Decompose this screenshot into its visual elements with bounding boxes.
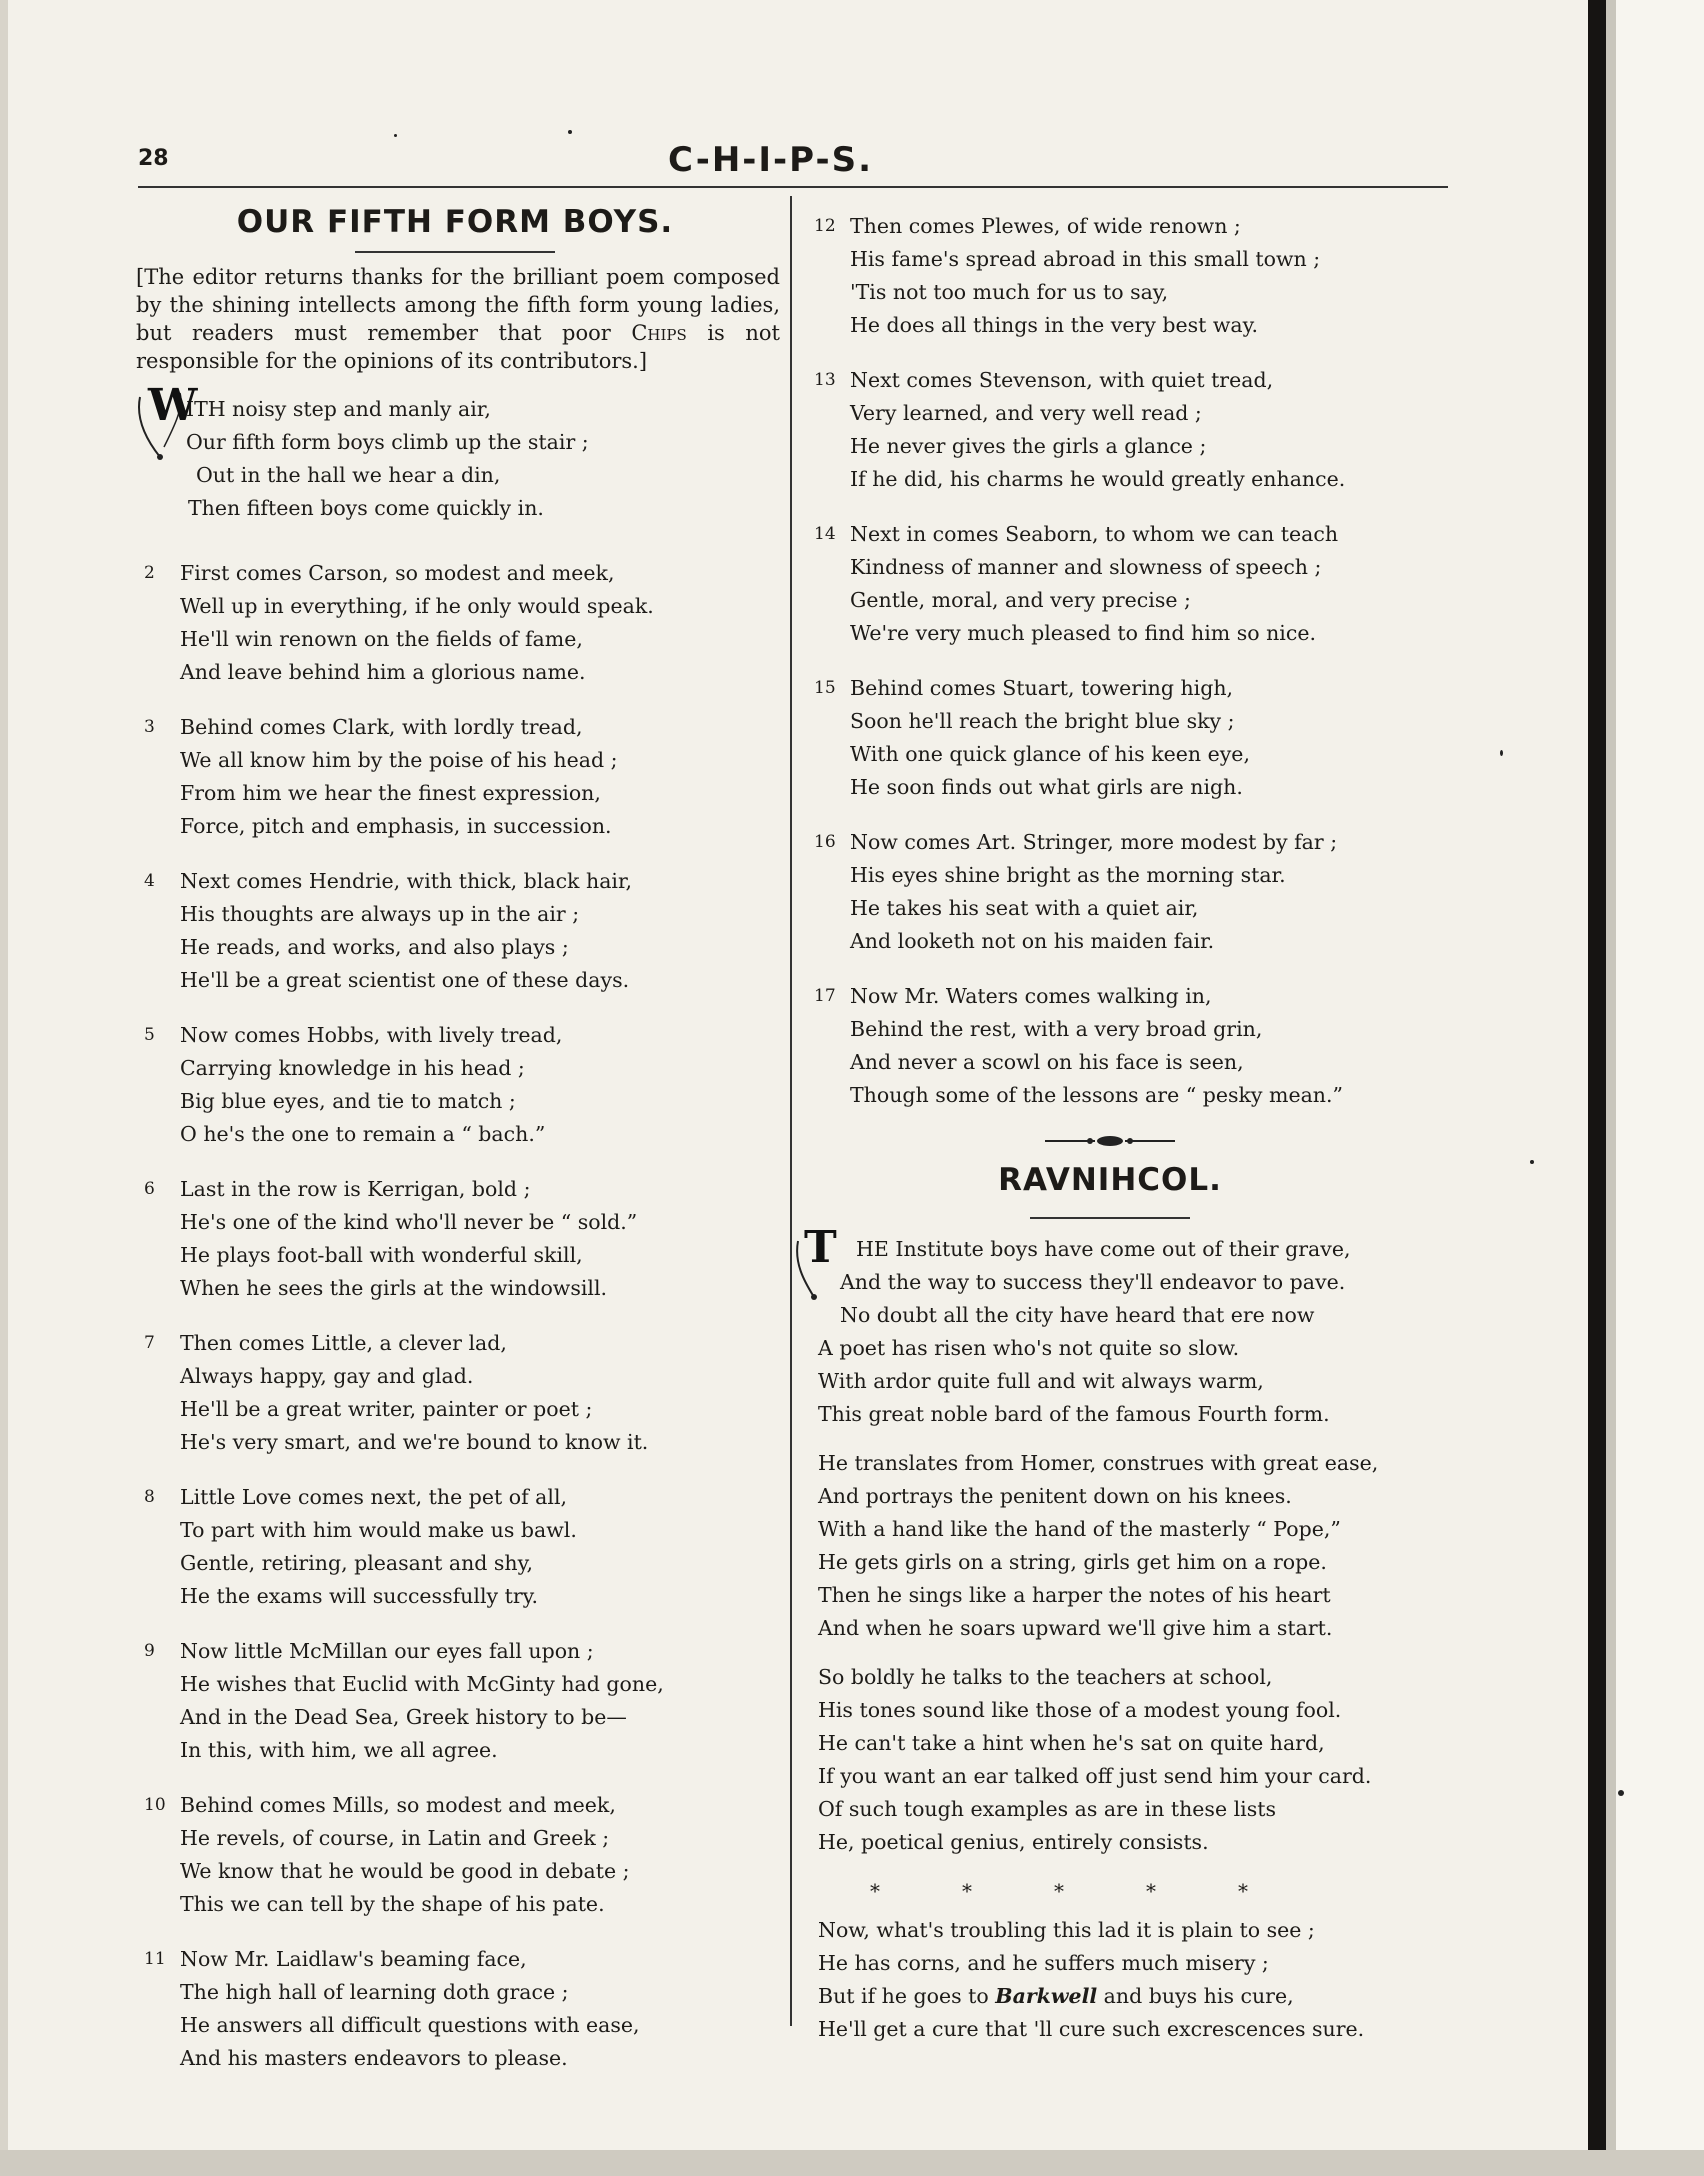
poem-line: He gets girls on a string, girls get him on a rope.: [818, 1550, 1327, 1574]
poem-line: Behind the rest, with a very broad grin,: [850, 1017, 1263, 1041]
poem-line: With a hand like the hand of the masterly “ Pope,”: [818, 1517, 1341, 1541]
poem2-title-rule: [1030, 1217, 1190, 1219]
stanza-number: 11: [144, 1949, 166, 1969]
poem-line: His fame's spread abroad in this small town ;: [850, 247, 1321, 271]
line-text: and buys his cure,: [1097, 1984, 1294, 2008]
dropcap-letter: W: [148, 380, 198, 431]
dropcap-letter: T: [804, 1222, 837, 1273]
poem-line: He never gives the girls a glance ;: [850, 434, 1207, 458]
poem-line: If he did, his charms he would greatly enhance.: [850, 467, 1346, 491]
intro-chips: Chips: [631, 321, 687, 345]
poem-line: And when he soars upward we'll give him a start.: [818, 1616, 1333, 1640]
ink-speck: [1500, 750, 1503, 756]
poem-line: To part with him would make us bawl.: [180, 1518, 577, 1542]
poem-line: He has corns, and he suffers much misery ;: [818, 1951, 1269, 1975]
poem-line: And the way to success they'll endeavor to pave.: [840, 1270, 1346, 1294]
poem-line: With ardor quite full and wit always warm,: [818, 1369, 1264, 1393]
poem-line: Carrying knowledge in his head ;: [180, 1056, 525, 1080]
ink-speck: [394, 134, 397, 137]
poem-line: He the exams will successfully try.: [180, 1584, 539, 1608]
poem-line: Then fifteen boys come quickly in.: [188, 496, 544, 520]
poem-line: HE Institute boys have come out of their grave,: [856, 1237, 1351, 1261]
stanza-4: [130, 865, 780, 997]
poem1-title-rule: [355, 251, 555, 253]
stanza-6: [130, 1173, 780, 1305]
poem-line: And looketh not on his maiden fair.: [850, 929, 1215, 953]
poem1-title: OUR FIFTH FORM BOYS.: [236, 204, 674, 240]
poem-line: Gentle, moral, and very precise ;: [850, 588, 1191, 612]
stanza-number: 2: [144, 563, 155, 583]
poem-line: O he's the one to remain a “ bach.”: [180, 1122, 546, 1146]
poem-line: Well up in everything, if he only would speak.: [180, 594, 654, 618]
page-bottom-edge: [0, 2150, 1704, 2176]
stanza-11: [130, 1943, 780, 2075]
poem-line: A poet has risen who's not quite so slow.: [818, 1336, 1240, 1360]
poem-line: Now comes Hobbs, with lively tread,: [180, 1023, 563, 1047]
poem2-paragraph-3: [800, 1661, 1420, 1859]
poem-line: And never a scowl on his face is seen,: [850, 1050, 1244, 1074]
poem-line: Of such tough examples as are in these lists: [818, 1797, 1276, 1821]
stanza-number: 3: [144, 717, 155, 737]
asterisk: *: [1054, 1879, 1064, 1903]
page-binding-edge: [1588, 0, 1606, 2176]
poem-line: 'Tis not too much for us to say,: [850, 280, 1169, 304]
poem-line: He revels, of course, in Latin and Greek ;: [180, 1826, 610, 1850]
asterisk-separator: [800, 1875, 1420, 1908]
poem-line: He's one of the kind who'll never be “ sold.”: [180, 1210, 638, 1234]
poem-line: Now, what's troubling this lad it is plain to see ;: [818, 1918, 1315, 1942]
right-column: [800, 200, 1420, 2062]
poem-line: He soon finds out what girls are nigh.: [850, 775, 1243, 799]
poem-line: Next comes Stevenson, with quiet tread,: [850, 368, 1274, 392]
poem2-paragraph-1: [800, 1222, 1420, 1431]
running-title: C-H-I-P-S.: [668, 140, 874, 180]
poem-line: With one quick glance of his keen eye,: [850, 742, 1250, 766]
header-rule: [138, 186, 1448, 188]
poem-line: The high hall of learning doth grace ;: [180, 1980, 569, 2004]
page-left-edge: [0, 0, 8, 2176]
stanza-7: [130, 1327, 780, 1459]
poem-line: And his masters endeavors to please.: [180, 2046, 568, 2070]
poem-line: We're very much pleased to find him so nice.: [850, 621, 1316, 645]
poem-line: Behind comes Mills, so modest and meek,: [180, 1793, 616, 1817]
poem-line: Then comes Plewes, of wide renown ;: [850, 214, 1241, 238]
poem-line: Force, pitch and emphasis, in succession.: [180, 814, 612, 838]
ink-speck: [1530, 1160, 1534, 1164]
poem-line: Behind comes Stuart, towering high,: [850, 676, 1234, 700]
poem-line: He answers all difficult questions with ease,: [180, 2013, 640, 2037]
ink-speck: [1618, 1790, 1624, 1796]
poem-line: He's very smart, and we're bound to know it.: [180, 1430, 649, 1454]
stanza-number: 4: [144, 871, 155, 891]
left-column: [130, 200, 780, 2097]
poem-line: His thoughts are always up in the air ;: [180, 902, 580, 926]
poem-line: He can't take a hint when he's sat on quite hard,: [818, 1731, 1325, 1755]
poem-line: Then he sings like a harper the notes of his heart: [818, 1583, 1331, 1607]
stanza-13: [800, 364, 1420, 496]
poem-line: ITH noisy step and manly air,: [186, 397, 491, 421]
poem-line: His tones sound like those of a modest young fool.: [818, 1698, 1342, 1722]
poem-line: When he sees the girls at the windowsill.: [180, 1276, 608, 1300]
column-divider: [790, 196, 792, 2026]
poem-line: Big blue eyes, and tie to match ;: [180, 1089, 516, 1113]
poem-line: Next in comes Seaborn, to whom we can teach: [850, 522, 1339, 546]
poem-line: So boldly he talks to the teachers at school,: [818, 1665, 1273, 1689]
poem-line: Last in the row is Kerrigan, bold ;: [180, 1177, 531, 1201]
poem-line: He'll win renown on the fields of fame,: [180, 627, 583, 651]
stanza-2: [130, 557, 780, 689]
stanza-15: [800, 672, 1420, 804]
poem-line: First comes Carson, so modest and meek,: [180, 561, 615, 585]
poem-line: Kindness of manner and slowness of speech ;: [850, 555, 1322, 579]
poem-line: From him we hear the finest expression,: [180, 781, 601, 805]
poem-line: Little Love comes next, the pet of all,: [180, 1485, 568, 1509]
poem-line: Gentle, retiring, pleasant and shy,: [180, 1551, 534, 1575]
poem2-final-stanza: [800, 1914, 1420, 2046]
poem-line: We all know him by the poise of his head ;: [180, 748, 618, 772]
page-binding-shadow: [1606, 0, 1616, 2176]
stanza-10: [130, 1789, 780, 1921]
stanza-number: 10: [144, 1795, 166, 1815]
poem-line: And leave behind him a glorious name.: [180, 660, 586, 684]
page-margin-right: [1616, 0, 1704, 2176]
intro-text-start: [The editor returns thanks for the brilliant poem composed by the shining intellects among the fifth form young ladies, but readers must remember that poor: [136, 265, 780, 345]
stanza-number: 17: [814, 986, 836, 1006]
poem-line: No doubt all the city have heard that ere now: [840, 1303, 1315, 1327]
poem-line: Now Mr. Waters comes walking in,: [850, 984, 1212, 1008]
stanza-number: 13: [814, 370, 836, 390]
poem-line: Very learned, and very well read ;: [850, 401, 1202, 425]
poem-line: Now comes Art. Stringer, more modest by far ;: [850, 830, 1338, 854]
poem-line: He plays foot-ball with wonderful skill,: [180, 1243, 583, 1267]
stanza-17: [800, 980, 1420, 1112]
stanza-9: [130, 1635, 780, 1767]
poem2-paragraph-2: [800, 1447, 1420, 1645]
stanza-14: [800, 518, 1420, 650]
poem-line: He reads, and works, and also plays ;: [180, 935, 569, 959]
stanza-5: [130, 1019, 780, 1151]
stanza-3: [130, 711, 780, 843]
poem-line: We know that he would be good in debate ;: [180, 1859, 630, 1883]
barkwell-name: Barkwell: [995, 1984, 1098, 2008]
poem-line: Our fifth form boys climb up the stair ;: [186, 430, 589, 454]
poem-line: Though some of the lessons are “ pesky mean.”: [850, 1083, 1344, 1107]
poem-line: Always happy, gay and glad.: [180, 1364, 474, 1388]
poem2-title: RAVNIHCOL.: [998, 1162, 1222, 1198]
dropcap-ornament: [790, 1222, 842, 1303]
poem-line: He does all things in the very best way.: [850, 313, 1259, 337]
poem1-editor-note: [136, 263, 780, 375]
poem-line: Out in the hall we hear a din,: [196, 463, 501, 487]
poem-line: In this, with him, we all agree.: [180, 1738, 498, 1762]
poem-line: This great noble bard of the famous Fourth form.: [818, 1402, 1330, 1426]
stanza-number: 5: [144, 1025, 155, 1045]
stanza-number: 12: [814, 216, 836, 236]
asterisk: *: [962, 1879, 972, 1903]
stanza-number: 14: [814, 524, 836, 544]
stanza-16: [800, 826, 1420, 958]
intro-text-end: is not responsible for the opinions of its contributors.]: [136, 321, 780, 373]
poem-line: Soon he'll reach the bright blue sky ;: [850, 709, 1235, 733]
poem-line: He wishes that Euclid with McGinty had gone,: [180, 1672, 664, 1696]
poem-line: And portrays the penitent down on his knees.: [818, 1484, 1292, 1508]
stanza-number: 6: [144, 1179, 155, 1199]
asterisk: *: [870, 1879, 880, 1903]
poem-line: His eyes shine bright as the morning star.: [850, 863, 1286, 887]
poem-line: Now Mr. Laidlaw's beaming face,: [180, 1947, 527, 1971]
section-divider-ornament: [1045, 1134, 1175, 1148]
poem-line: And in the Dead Sea, Greek history to be—: [180, 1705, 627, 1729]
page-header: [138, 140, 1448, 180]
stanza-number: 7: [144, 1333, 155, 1353]
poem-line: Then comes Little, a clever lad,: [180, 1331, 507, 1355]
stanza-number: 8: [144, 1487, 155, 1507]
poem-line: [818, 1980, 1420, 2013]
stanza-12: [800, 210, 1420, 342]
poem-line: If you want an ear talked off just send him your card.: [818, 1764, 1372, 1788]
ink-speck: [568, 130, 572, 134]
poem-line: Next comes Hendrie, with thick, black hair,: [180, 869, 633, 893]
poem-line: Now little McMillan our eyes fall upon ;: [180, 1639, 594, 1663]
poem-line: This we can tell by the shape of his pate.: [180, 1892, 605, 1916]
line-text: But if he goes to: [818, 1984, 996, 2008]
poem-line: Behind comes Clark, with lordly tread,: [180, 715, 583, 739]
page-number: 28: [138, 146, 169, 171]
stanza-1: [130, 380, 780, 525]
stanza-number: 16: [814, 832, 836, 852]
dropcap-ornament: [134, 380, 198, 461]
stanza-number: 9: [144, 1641, 155, 1661]
poem-line: He, poetical genius, entirely consists.: [818, 1830, 1209, 1854]
poem-line: He takes his seat with a quiet air,: [850, 896, 1199, 920]
stanza-number: 15: [814, 678, 836, 698]
poem-line: He'll get a cure that 'll cure such excrescences sure.: [818, 2017, 1365, 2041]
stanza-8: [130, 1481, 780, 1613]
asterisk: *: [1146, 1879, 1156, 1903]
poem-line: He translates from Homer, construes with great ease,: [818, 1451, 1379, 1475]
asterisk: *: [1238, 1879, 1248, 1903]
poem-line: He'll be a great writer, painter or poet ;: [180, 1397, 593, 1421]
poem-line: He'll be a great scientist one of these days.: [180, 968, 630, 992]
